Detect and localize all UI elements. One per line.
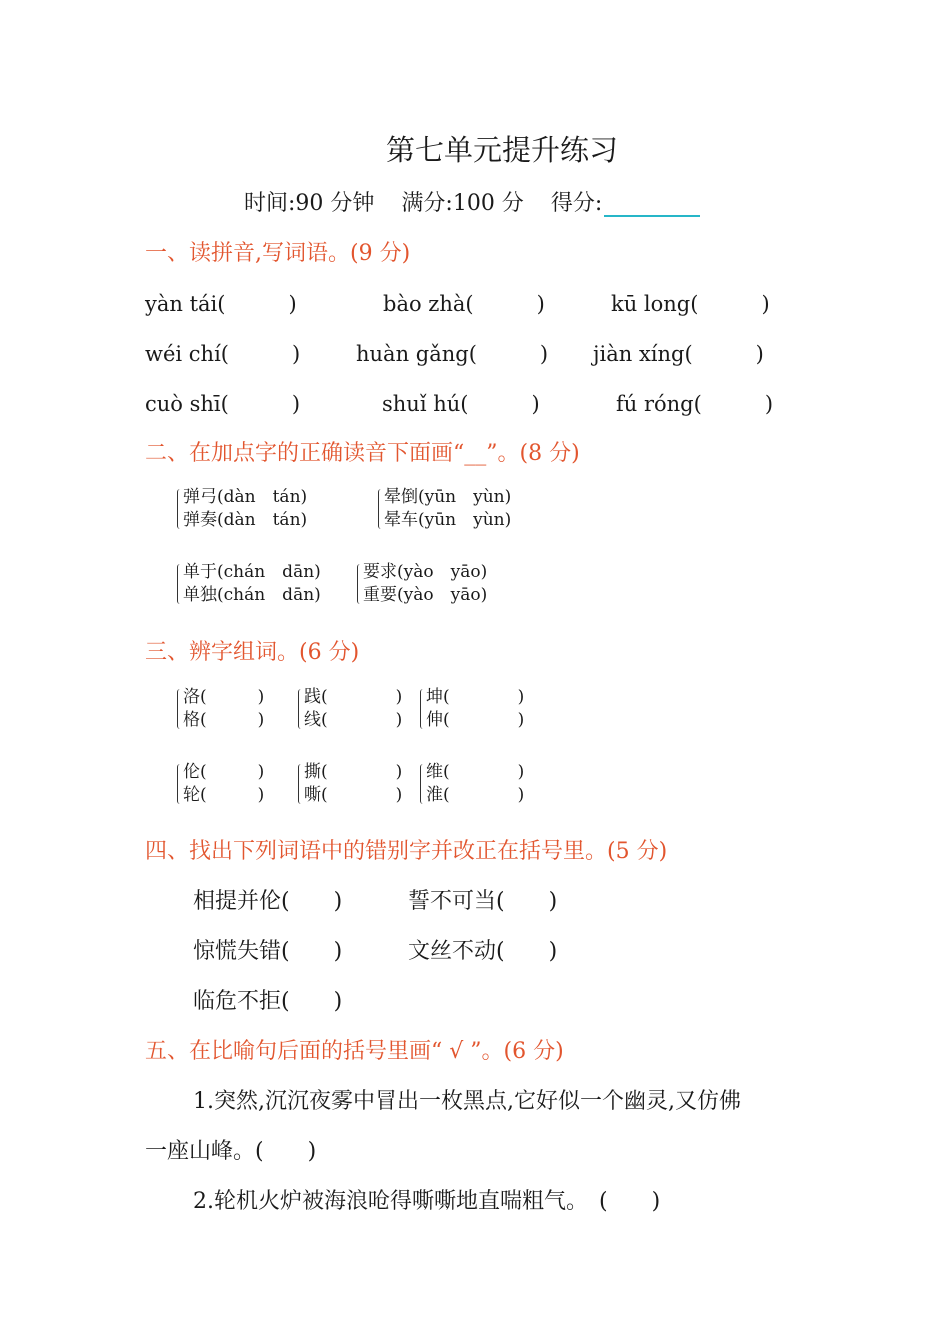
reading-line: 单独(chán dān) bbox=[183, 585, 321, 605]
reading-line: 单于(chán dān) bbox=[183, 562, 321, 582]
section-4-heading: 四、找出下列词语中的错别字并改正在括号里。(5 分) bbox=[145, 839, 668, 864]
full-score: 满分:100 分 bbox=[401, 191, 524, 216]
char-group bbox=[177, 761, 264, 807]
reading-line: 要求(yào yāo) bbox=[363, 562, 488, 582]
brace bbox=[177, 564, 182, 604]
idiom-item: 相提并伦( ) bbox=[193, 889, 343, 914]
char-line: 线( ) bbox=[304, 710, 403, 730]
brace bbox=[378, 489, 383, 529]
char-group bbox=[420, 686, 524, 732]
brace bbox=[298, 764, 303, 804]
question-1-line-1: 1.突然,沉沉夜雾中冒出一枚黑点,它好似一个幽灵,又仿佛 bbox=[193, 1089, 741, 1114]
reading-group bbox=[357, 561, 487, 607]
char-line: 坤( ) bbox=[426, 687, 525, 707]
char-line: 维( ) bbox=[426, 762, 525, 782]
idiom-item: 惊慌失错( ) bbox=[193, 939, 343, 964]
char-line: 格( ) bbox=[183, 710, 265, 730]
question-1-line-2: 一座山峰。( ) bbox=[145, 1139, 317, 1164]
char-group bbox=[420, 761, 524, 807]
char-group bbox=[177, 686, 264, 732]
pinyin-item: cuò shī( ) bbox=[145, 392, 301, 416]
char-line: 洛( ) bbox=[183, 687, 265, 707]
brace bbox=[177, 689, 182, 729]
brace bbox=[357, 564, 362, 604]
reading-line: 弹奏(dàn tán) bbox=[183, 510, 308, 530]
brace bbox=[420, 764, 425, 804]
section-3-heading: 三、辨字组词。(6 分) bbox=[145, 640, 360, 665]
brace bbox=[420, 689, 425, 729]
brace bbox=[177, 764, 182, 804]
pinyin-item: wéi chí( ) bbox=[145, 342, 301, 366]
reading-line: 晕倒(yūn yùn) bbox=[384, 487, 512, 507]
idiom-item: 誓不可当( ) bbox=[408, 889, 558, 914]
reading-line: 重要(yào yāo) bbox=[363, 585, 488, 605]
pinyin-item: jiàn xíng( ) bbox=[593, 342, 764, 366]
brace bbox=[177, 489, 182, 529]
pinyin-item: fú róng( ) bbox=[616, 392, 774, 416]
section-5-heading: 五、在比喻句后面的括号里画“ √ ”。(6 分) bbox=[145, 1039, 564, 1064]
pinyin-item: shuǐ hú( ) bbox=[382, 392, 540, 416]
section-2-heading: 二、在加点字的正确读音下面画“__”。(8 分) bbox=[145, 441, 580, 466]
exam-meta bbox=[244, 186, 700, 217]
brace bbox=[298, 689, 303, 729]
char-line: 轮( ) bbox=[183, 785, 265, 805]
pinyin-item: bào zhà( ) bbox=[383, 292, 545, 316]
idiom-item: 临危不拒( ) bbox=[193, 989, 343, 1014]
reading-line: 晕车(yūn yùn) bbox=[384, 510, 512, 530]
pinyin-item: kū long( ) bbox=[611, 292, 770, 316]
char-group bbox=[298, 761, 402, 807]
reading-group bbox=[378, 486, 511, 532]
score-label: 得分: bbox=[550, 191, 603, 216]
char-line: 嘶( ) bbox=[304, 785, 403, 805]
section-1-heading: 一、读拼音,写词语。(9 分) bbox=[145, 241, 411, 266]
char-group bbox=[298, 686, 402, 732]
char-line: 伸( ) bbox=[426, 710, 525, 730]
reading-group bbox=[177, 486, 307, 532]
char-line: 撕( ) bbox=[304, 762, 403, 782]
char-line: 伦( ) bbox=[183, 762, 265, 782]
page-title: 第七单元提升练习 bbox=[385, 133, 618, 167]
pinyin-item: yàn tái( ) bbox=[145, 292, 297, 316]
reading-line: 弹弓(dàn tán) bbox=[183, 487, 308, 507]
score-blank[interactable] bbox=[604, 191, 700, 217]
question-2: 2.轮机火炉被海浪呛得嘶嘶地直喘粗气。 ( ) bbox=[193, 1189, 661, 1214]
pinyin-item: huàn gǎng( ) bbox=[356, 342, 549, 366]
reading-group bbox=[177, 561, 321, 607]
char-line: 践( ) bbox=[304, 687, 403, 707]
idiom-item: 文丝不动( ) bbox=[408, 939, 558, 964]
char-line: 淮( ) bbox=[426, 785, 525, 805]
time-limit: 时间:90 分钟 bbox=[244, 191, 375, 216]
